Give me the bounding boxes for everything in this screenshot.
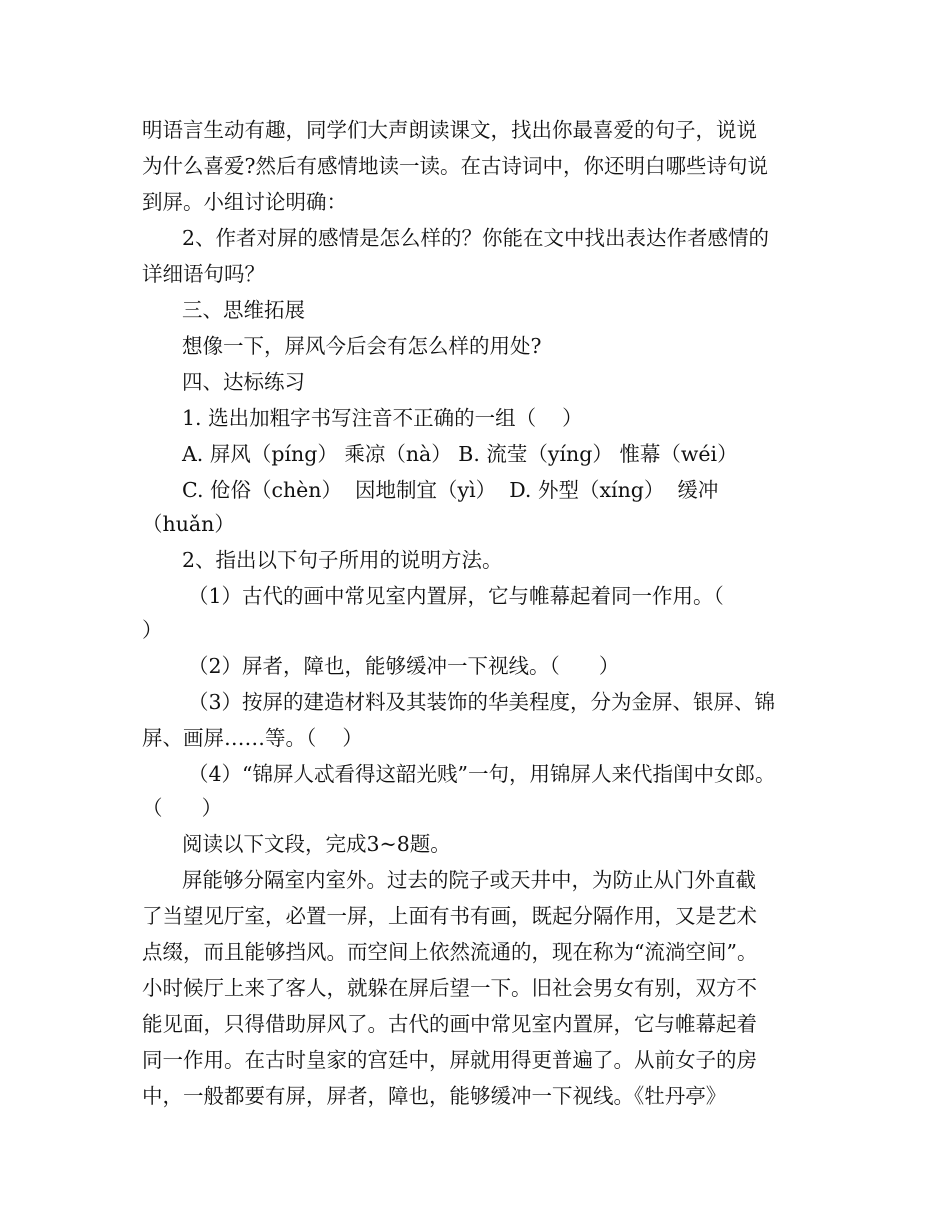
- exercise-2-item-2: （2）屏者，障也，能够缓冲一下视线。（ ）: [188, 654, 620, 678]
- reading-instruction: 阅读以下文段，完成3~8题。: [182, 832, 451, 856]
- exercise-2-item-1: ）: [142, 618, 163, 642]
- exercise-2-item-4: （ ）: [142, 796, 223, 820]
- exercise-1-options-ab: A. 屏风（píng） 乘凉（nà） B. 流莹（yíng） 惟幕（wéi）: [182, 442, 738, 466]
- section-heading-3: 三、思维拓展: [182, 298, 305, 322]
- passage-text: 能见面，只得借助屏风了。古代的画中常见室内置屏，它与帷幕起着: [142, 1012, 757, 1036]
- question-2-text: 2、作者对屏的感情是怎么样的？你能在文中找出表达作者感情的: [182, 226, 770, 250]
- passage-text: 了当望见厅室，必置一屏，上面有书有画，既起分隔作用，又是艺术: [142, 904, 757, 928]
- exercise-2: 2、指出以下句子所用的说明方法。: [182, 548, 503, 572]
- question-2-text: 详细语句吗？: [142, 262, 265, 286]
- think-prompt: 想像一下，屏风今后会有怎么样的用处?: [182, 334, 542, 358]
- passage-text: 点缀，而且能够挡风。而空间上依然流通的，现在称为“流淌空间”。: [142, 940, 758, 964]
- text-line: 明语言生动有趣，同学们大声朗读课文，找出你最喜爱的句子，说说: [142, 118, 757, 142]
- exercise-2-item-4: （4）“锦屏人忒看得这韶光贱”一句，用锦屏人来代指闺中女郎。: [188, 762, 776, 786]
- passage-text: 小时候厅上来了客人，就躲在屏后望一下。旧社会男女有别，双方不: [142, 976, 757, 1000]
- passage-text: 中，一般都要有屏，屏者，障也，能够缓冲一下视线。《牡丹亭》: [142, 1084, 727, 1108]
- exercise-2-item-1: （1）古代的画中常见室内置屏，它与帷幕起着同一作用。（: [188, 584, 724, 608]
- exercise-2-item-3: （3）按屏的建造材料及其装饰的华美程度，分为金屏、银屏、锦: [188, 690, 776, 714]
- passage-text: 同一作用。在古时皇家的宫廷中，屏就用得更普遍了。从前女子的房: [142, 1048, 757, 1072]
- exercise-2-item-3: 屏、画屏……等。（ ）: [142, 726, 363, 750]
- exercise-1-options-cd: C. 伧俗（chèn） 因地制宜（yì） D. 外型（xíng） 缓冲: [182, 478, 719, 502]
- text-line: 到屏。小组讨论明确：: [142, 190, 347, 214]
- passage-text: 屏能够分隔室内室外。过去的院子或天井中，为防止从门外直截: [182, 868, 756, 892]
- exercise-1: 1. 选出加粗字书写注音不正确的一组（ ）: [182, 406, 583, 430]
- section-heading-4: 四、达标练习: [182, 370, 305, 394]
- exercise-1-options-cd: （huǎn）: [142, 512, 235, 536]
- text-line: 为什么喜爱?然后有感情地读一读。在古诗词中，你还明白哪些诗句说: [142, 154, 768, 178]
